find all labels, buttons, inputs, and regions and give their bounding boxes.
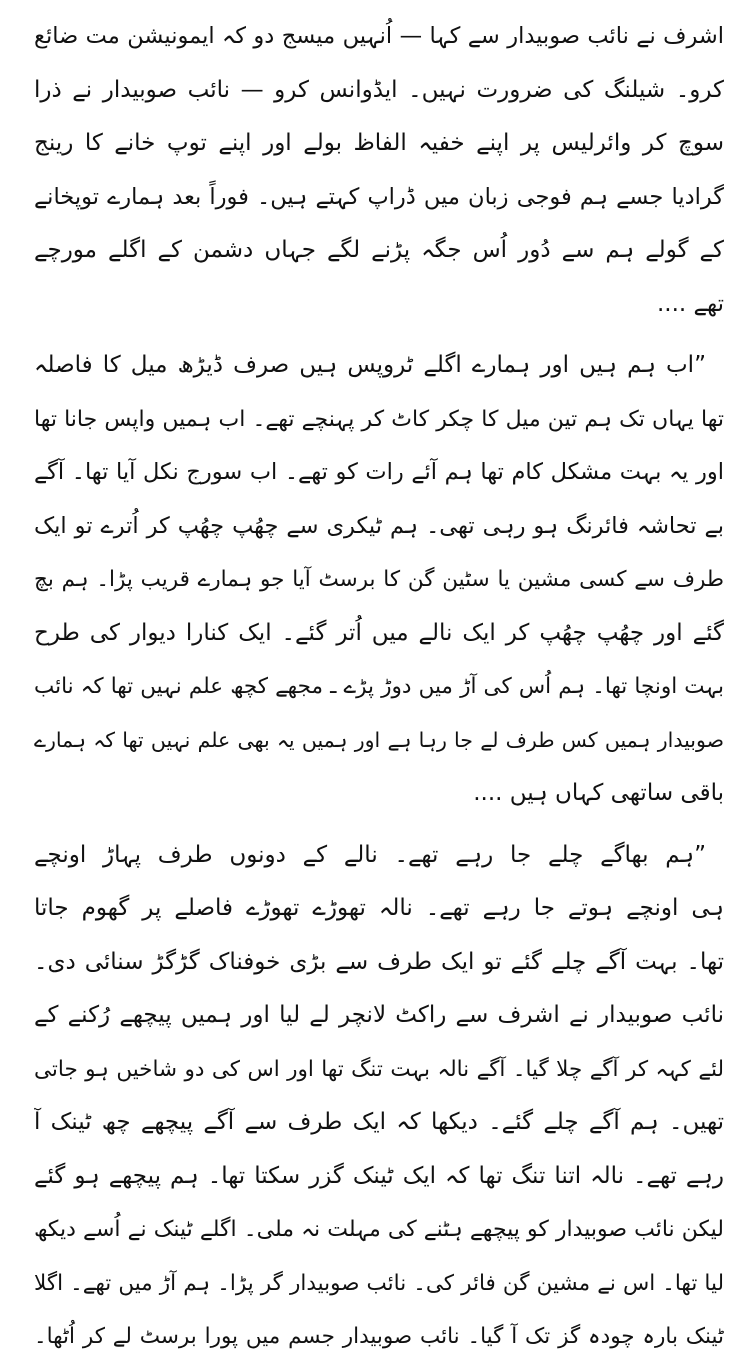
text-line: صوبیدار ہمیں کس طرف لے جا رہا ہے اور ہمیں یہ بھی علم نہیں تھا کہ ہمارے (34, 727, 724, 752)
text-line: کرو۔ شیلنگ کی ضرورت نہیں۔ ایڈوانس کرو — نائب صوبیدار نے ذرا (34, 76, 724, 103)
text-line: تھیں۔ ہم آگے چلے گئے۔ دیکھا کہ ایک طرف سے آگے پیچھے چھ ٹینک آ (34, 1109, 724, 1135)
paragraph-3 (34, 829, 724, 1364)
text-line: تھا یہاں تک ہم تین میل کا چکر کاٹ کر پہنچے تھے۔ اب ہمیں واپس جانا تھا (34, 406, 724, 432)
text-line: نائب صوبیدار نے اشرف سے راکٹ لانچر لے لیا اور ہمیں پیچھے رُکنے کے (34, 1002, 724, 1028)
text-line: سوچ کر وائرلیس پر اپنے خفیہ الفاظ بولے اور اپنے توپ خانے کا رینج (34, 130, 724, 156)
text-line: کے گولے ہم سے دُور اُس جگہ پڑنے لگے جہاں دشمن کے اگلے مورچے (34, 237, 724, 263)
text-line: لیا تھا۔ اس نے مشین گن فائر کی۔ نائب صوبیدار گر پڑا۔ ہم آڑ میں تھے۔ اگلا (34, 1270, 724, 1296)
paragraph-2 (34, 339, 724, 821)
text-line: ”ہم بھاگے چلے جا رہے تھے۔ نالے کے دونوں طرف پہاڑ اونچے (34, 841, 706, 868)
text-line: گئے اور چھُپ چھُپ کر ایک نالے میں اُتر گئے۔ ایک کنارا دیوار کی طرح (34, 619, 724, 646)
text-line: رہے تھے۔ نالہ اتنا تنگ تھا کہ ایک ٹینک گزر سکتا تھا۔ ہم پیچھے ہو گئے (34, 1162, 724, 1189)
text-line: گرادیا جسے ہم فوجی زبان میں ڈراپ کہتے ہیں۔ فوراً بعد ہمارے توپخانے (34, 183, 724, 210)
text-line: بہت اونچا تھا۔ ہم اُس کی آڑ میں دوڑ پڑے ـ مجھے کچھ علم نہیں تھا کہ نائب (34, 674, 724, 699)
text-line: ٹینک بارہ چودہ گز تک آ گیا۔ نائب صوبیدار جسم میں پورا برسٹ لے کر اُٹھا۔ (34, 1324, 724, 1349)
text-line: طرف سے کسی مشین یا سٹین گن کا برسٹ آیا جو ہمارے قریب پڑا۔ ہم بچ (34, 567, 724, 592)
text-line: ہی اونچے ہوتے جا رہے تھے۔ نالہ تھوڑے تھوڑے فاصلے پر گھوم جاتا (34, 895, 724, 921)
text-line: اور یہ بہت مشکل کام تھا ہم آئے رات کو تھے۔ اب سورج نکل آیا تھا۔ آگے (34, 459, 724, 485)
paragraph-1 (34, 10, 724, 331)
text-line: بے تحاشہ فائرنگ ہو رہی تھی۔ ہم ٹیکری سے چھُپ چھُپ کر اُترے تو ایک (34, 512, 724, 539)
text-line: لیکن نائب صوبیدار کو پیچھے ہٹنے کی مہلت نہ ملی۔ اگلے ٹینک نے اُسے دیکھ (34, 1217, 724, 1242)
text-line: باقی ساتھی کہاں ہیں .... (473, 780, 724, 806)
text-line: تھا۔ بہت آگے چلے گئے تو ایک طرف سے بڑی خوفناک گڑگڑ سنائی دی۔ (34, 948, 724, 975)
paragraph-gap (34, 331, 724, 339)
text-line: ”اب ہم ہیں اور ہمارے اگلے ٹروپس ہیں صرف ڈیڑھ میل کا فاصلہ (34, 352, 706, 378)
text-line: لئے کہہ کر آگے چلا گیا۔ آگے نالہ بہت تنگ تھا اور اس کی دو شاخیں ہو جاتی (34, 1056, 724, 1082)
paragraph-gap (34, 821, 724, 829)
text-line: تھے .... (656, 290, 724, 317)
text-line: اشرف نے نائب صوبیدار سے کہا — اُنہیں میسج دو کہ ایمونیشن مت ضائع (34, 23, 724, 49)
